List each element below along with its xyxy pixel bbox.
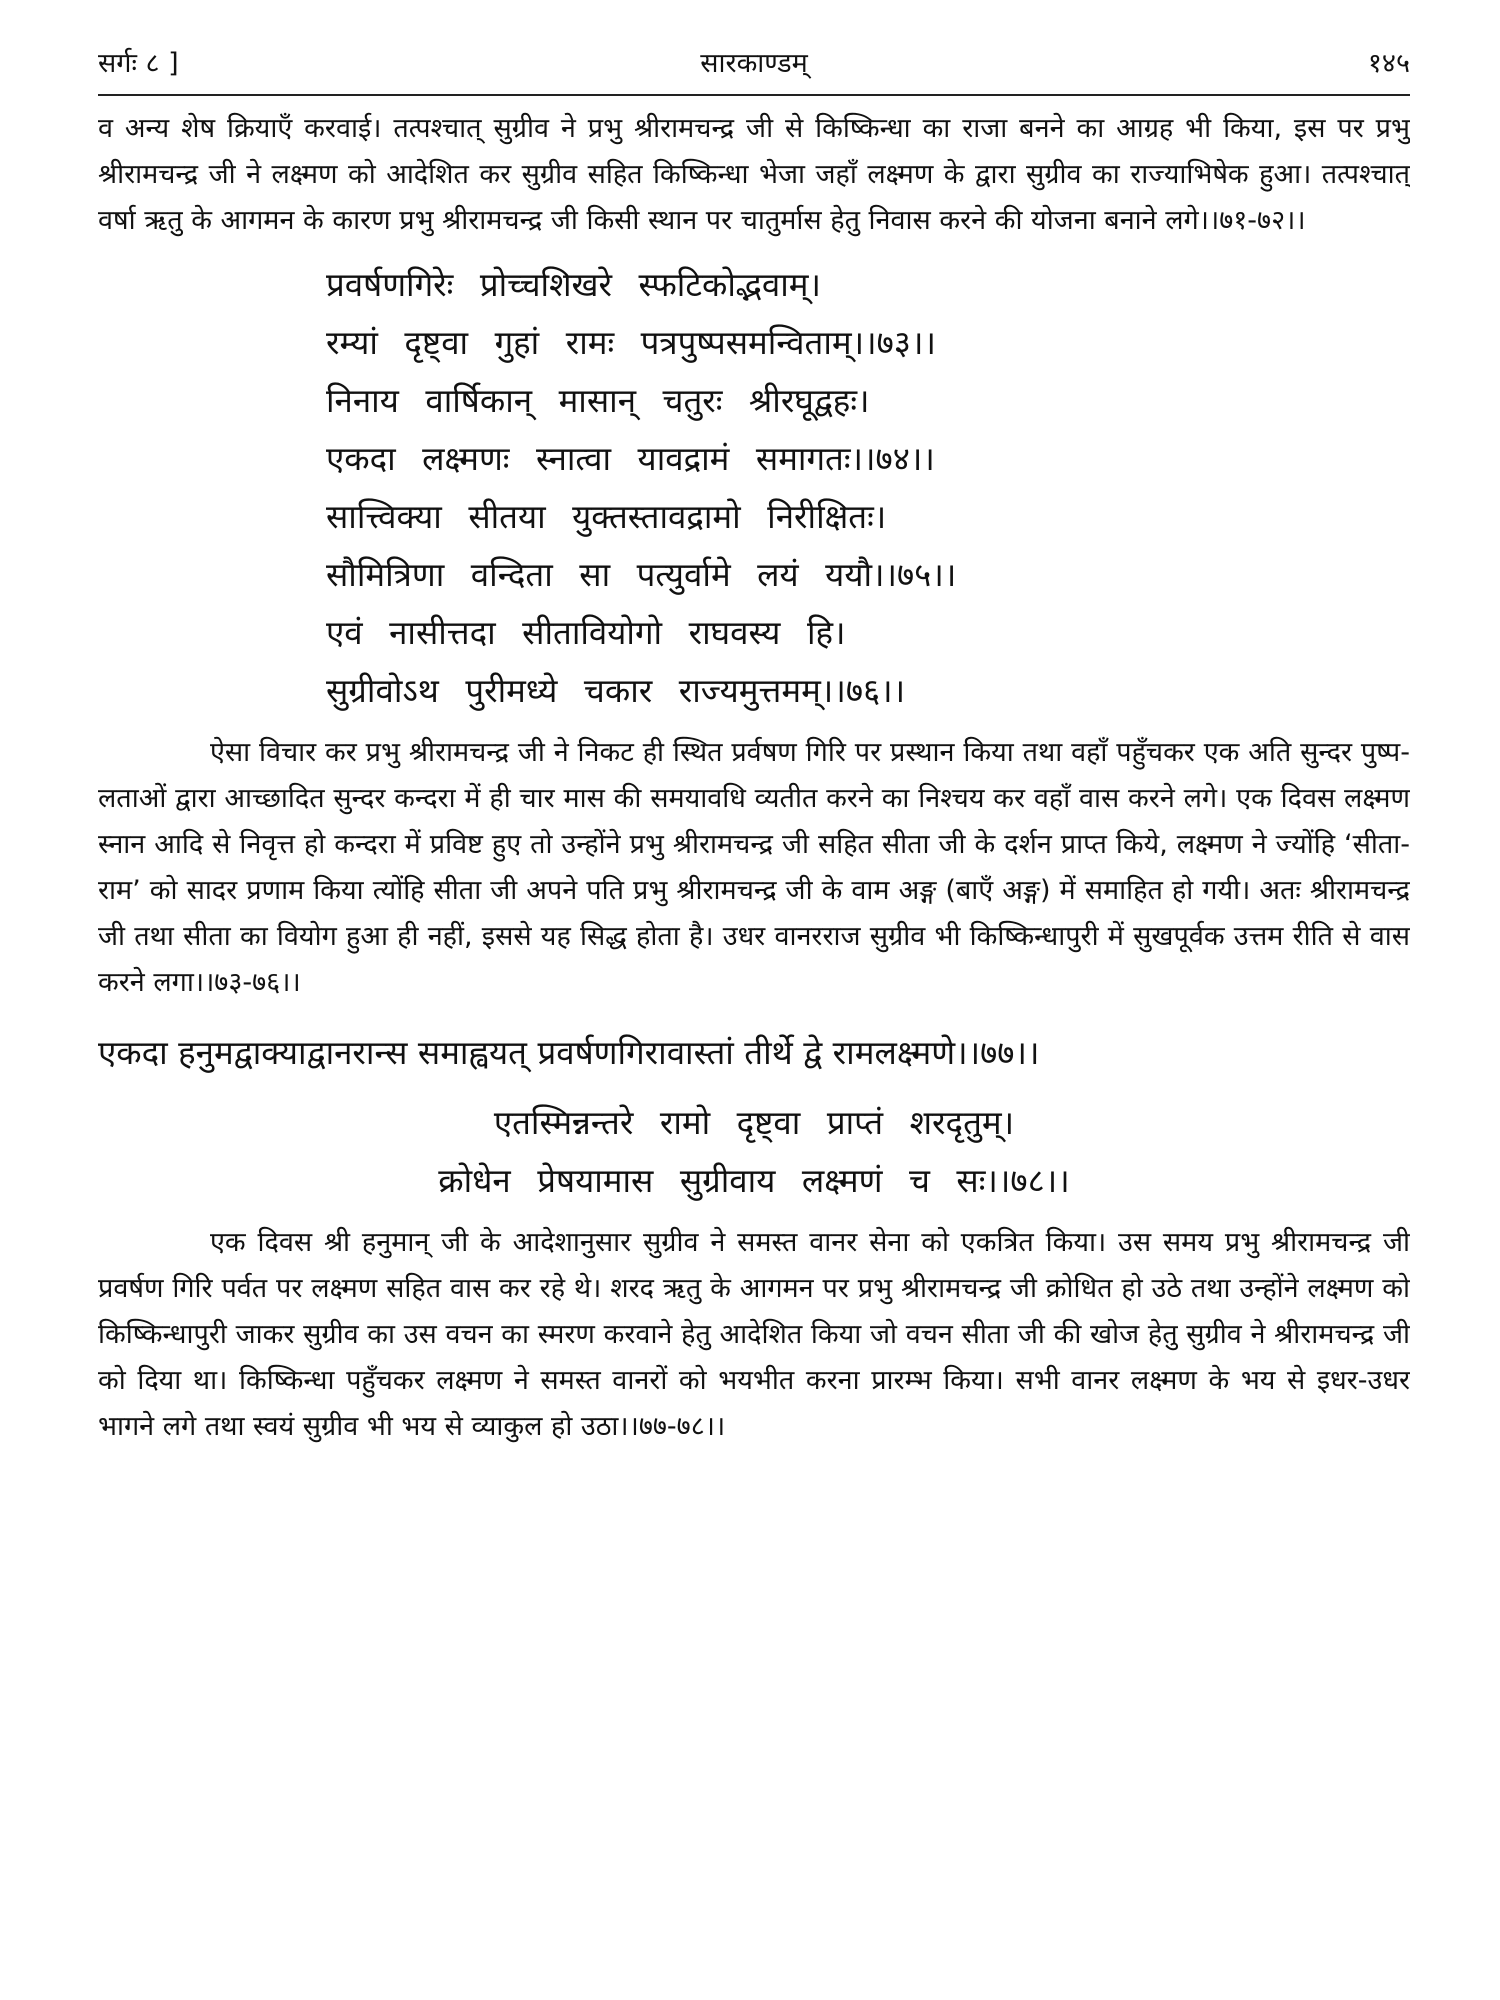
verse-line: निनाय वार्षिकान् मासान् चतुरः श्रीरघूद्वहः। bbox=[326, 381, 870, 420]
verse-block-78 bbox=[98, 1094, 1410, 1210]
verse-line: प्रवर्षणगिरेः प्रोच्चशिखरे स्फटिकोद्भवाम्। bbox=[326, 265, 822, 304]
book-section-title: सारकाण्डम् bbox=[700, 48, 808, 79]
book-page bbox=[98, 38, 1410, 1968]
commentary-paragraph-2: ऐसा विचार कर प्रभु श्रीरामचन्द्र जी ने निकट ही स्थित प्रर्वषण गिरि पर प्रस्थान किया तथा वहाँ पहुँचकर एक अति सुन्दर पुष्प-लताओं द्वारा आच्छादित सुन्दर कन्दरा में ही चार मास की समयावधि व्यतीत करने का निश्चय कर वहाँ वास करने लगे। एक दिवस लक्ष्मण स्नान आदि से निवृत्त हो कन्दरा में प्रविष्ट हुए तो उन्होंने प्रभु श्रीरामचन्द्र जी सहित सीता जी के दर्शन प्राप्त किये, लक्ष्मण ने ज्योंहि ‘सीता-राम’ को सादर प्रणाम किया त्योंहि सीता जी अपने पति प्रभु श्रीरामचन्द्र जी के वाम अङ्ग (बाएँ अङ्ग) में समाहित हो गयी। अतः श्रीरामचन्द्र जी तथा सीता का वियोग हुआ ही नहीं, इससे यह सिद्ध होता है। उधर वानरराज सुग्रीव भी किष्किन्धापुरी में सुखपूर्वक उत्तम रीति से वास करने लगा।।७३-७६।। bbox=[98, 737, 1410, 998]
verse-line: रम्यां दृष्ट्वा गुहां रामः पत्रपुष्पसमन्विताम्।।७३।। bbox=[326, 323, 936, 362]
verse-line: सात्त्विक्या सीतया युक्तस्तावद्रामो निरीक्षितः। bbox=[326, 497, 887, 536]
page-number: १४५ bbox=[1367, 48, 1410, 79]
commentary-paragraph-3: एक दिवस श्री हनुमान् जी के आदेशानुसार सुग्रीव ने समस्त वानर सेना को एकत्रित किया। उस समय प्रभु श्रीरामचन्द्र जी प्रवर्षण गिरि पर्वत पर लक्ष्मण सहित वास कर रहे थे। शरद ऋतु के आगमन पर प्रभु श्रीरामचन्द्र जी क्रोधित हो उठे तथा उन्होंने लक्ष्मण को किष्किन्धापुरी जाकर सुग्रीव का उस वचन का स्मरण करवाने हेतु आदेशित किया जो वचन सीता जी की खोज हेतु सुग्रीव ने श्रीरामचन्द्र जी को दिया था। किष्किन्धा पहुँचकर लक्ष्मण ने समस्त वानरों को भयभीत करना प्रारम्भ किया। सभी वानर लक्ष्मण के भय से इधर-उधर भागने लगे तथा स्वयं सुग्रीव भी भय से व्याकुल हो उठा।।७७-७८।। bbox=[98, 1227, 1410, 1442]
verse-line-77: एकदा हनुमद्वाक्याद्वानरान्स समाह्वयत् प्रवर्षणगिरावास्तां तीर्थे द्वे रामलक्ष्मणे।।७७।। bbox=[98, 1033, 1040, 1072]
chapter-label: सर्गः ८ ] bbox=[98, 48, 179, 79]
page-header bbox=[98, 38, 1410, 96]
verse-block-73-76 bbox=[98, 256, 1410, 720]
verse-line: एवं नासीत्तदा सीतावियोगो राघवस्य हि। bbox=[326, 613, 846, 652]
verse-line: एतस्मिन्नन्तरे रामो दृष्ट्वा प्राप्तं शरदृतुम्। bbox=[493, 1103, 1015, 1142]
verse-line: सौमित्रिणा वन्दिता सा पत्युर्वामे लयं ययौ।।७५।। bbox=[326, 555, 957, 594]
verse-line: एकदा लक्ष्मणः स्नात्वा यावद्रामं समागतः।।७४।। bbox=[326, 439, 935, 478]
verse-line: क्रोधेन प्रेषयामास सुग्रीवाय लक्ष्मणं च सः।।७८।। bbox=[438, 1161, 1070, 1200]
verse-line: सुग्रीवोऽथ पुरीमध्ये चकार राज्यमुत्तमम्।।७६।। bbox=[326, 671, 906, 710]
commentary-paragraph-1: व अन्य शेष क्रियाएँ करवाई। तत्पश्चात् सुग्रीव ने प्रभु श्रीरामचन्द्र जी से किष्किन्धा का राजा बनने का आग्रह भी किया, इस पर प्रभु श्रीरामचन्द्र जी ने लक्ष्मण को आदेशित कर सुग्रीव सहित किष्किन्धा भेजा जहाँ लक्ष्मण के द्वारा सुग्रीव का राज्याभिषेक हुआ। तत्पश्चात् वर्षा ऋतु के आगमन के कारण प्रभु श्रीरामचन्द्र जी किसी स्थान पर चातुर्मास हेतु निवास करने की योजना बनाने लगे।।७१-७२।। bbox=[98, 113, 1410, 236]
